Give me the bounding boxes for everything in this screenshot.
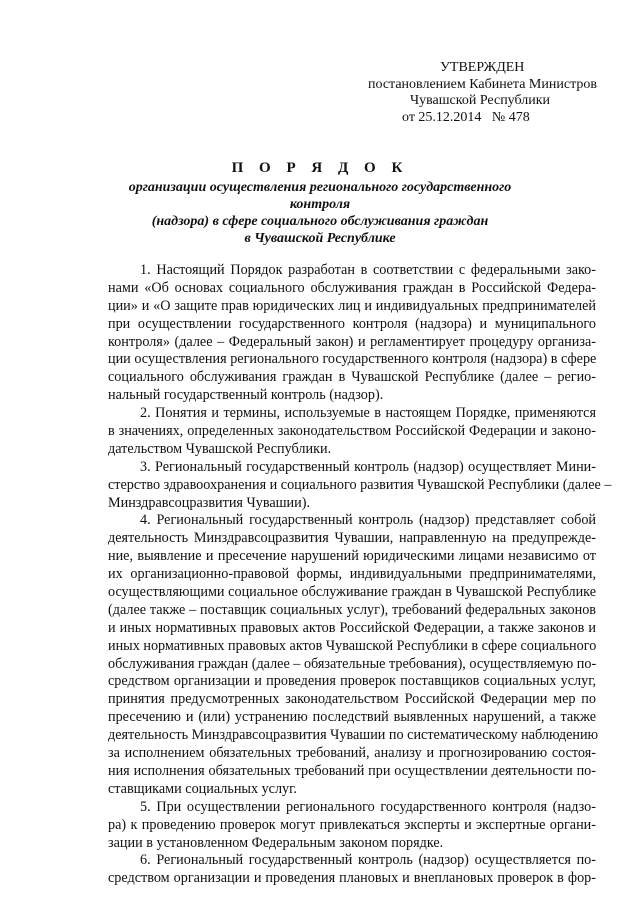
body-text-line: ние, выявление и пресечение нарушений юридическими лицами независимо от <box>108 548 596 565</box>
body-text-line: за исполнением обязательных требований, анализу и прогнозированию состоя- <box>108 745 596 762</box>
body-text-line: ставщиками социальных услуг. <box>108 780 297 797</box>
approval-line: постановлением Кабинета Министров <box>368 76 597 92</box>
body-text-line: пресечению и (или) устранению последствий выявленных нарушений, а также <box>108 709 596 726</box>
body-text-line: нальный государственный контроль (надзор). <box>108 387 384 404</box>
body-text-line: 5. При осуществлении регионального государственного контроля (надзо- <box>140 798 596 815</box>
body-text-line: принятия предусмотренных законодательством Российской Федерации мер по <box>108 691 596 708</box>
body-text-line: иных нормативных правовых актов Чувашской Республики в сфере социального <box>108 637 597 654</box>
body-text-line: и иных нормативных правовых актов Российской Федерации, а также законов и <box>108 619 596 636</box>
body-text-line: 6. Региональный государственный контроль (надзор) осуществляется по- <box>140 852 596 869</box>
body-text-line: средством организации и проведения проверок поставщиков социальных услуг, <box>108 673 596 690</box>
body-text-line: средством организации и проведения плановых и внеплановых проверок в фор- <box>108 870 596 887</box>
body-text-line: контроля» (далее – Федеральный закон) и регламентирует процедуру организа- <box>108 333 596 350</box>
body-text-line: 4. Региональный государственный контроль (надзор) представляет собой <box>140 512 596 529</box>
document-subtitle-line: (надзора) в сфере социального обслуживания граждан <box>151 214 489 229</box>
body-text-line: ния исполнения обязательных требований при осуществлении деятельности по- <box>108 762 596 779</box>
body-text-line: их организационно-правовой формы, индивидуальными предпринимателями, <box>108 566 596 583</box>
document-heading <box>110 160 530 247</box>
body-text-line: Минздравсоцразвития Чувашии). <box>108 494 311 511</box>
approval-stamp <box>368 60 618 126</box>
approval-line: от 25.12.2014 № 478 <box>402 109 530 125</box>
body-text-line: 3. Региональный государственный контроль (надзор) осуществляет Мини- <box>140 458 596 475</box>
body-text-line: социального обслуживания граждан в Чувашской Республике (далее – регио- <box>108 369 596 386</box>
body-text-line: зации в установленном Федеральным законом порядке. <box>108 834 444 851</box>
body-text-line: ра) к проведению проверок могут привлекаться эксперты и экспертные органи- <box>108 816 596 833</box>
body-text-line: обслуживания граждан (далее – обязательные требования), осуществляемую по- <box>108 655 597 672</box>
document-subtitle-line: организации осуществления регионального государственного контроля <box>128 180 512 212</box>
body-text-line: (далее также – поставщик социальных услуг), требований федеральных законов <box>108 601 596 618</box>
document-body <box>108 262 612 888</box>
approval-line: Чувашской Республики <box>410 93 551 108</box>
body-text-line: 2. Понятия и термины, используемые в настоящем Порядке, применяются <box>140 405 596 422</box>
body-text-line: 1. Настоящий Порядок разработан в соответствии с федеральными зако- <box>140 262 596 278</box>
body-text-line: деятельность Минздравсоцразвития Чувашии по систематическому наблюдению <box>108 727 599 744</box>
body-text-line: дательством Чувашской Республики. <box>108 440 332 457</box>
body-text-line: деятельность Минздравсоцразвития Чувашии, направленную на предупрежде- <box>108 530 596 547</box>
body-text-line: стерство здравоохранения и социального развития Чувашской Республики (далее – <box>108 476 612 493</box>
document-subtitle-line: в Чувашской Республике <box>244 231 396 246</box>
body-text-line: ции осуществления регионального государственного контроля (надзора) в сфере <box>108 351 597 368</box>
document-title: П О Р Я Д О К <box>231 160 409 176</box>
body-text-line: нами «Об основах социального обслуживания граждан в Российской Федера- <box>108 279 596 296</box>
body-text-line: ции» и «О защите прав юридических лиц и индивидуальных предпринимателей <box>108 297 596 314</box>
body-text-line: при осуществлении государственного контроля (надзора) и муниципального <box>108 315 596 332</box>
body-text-line: осуществляющими социальное обслуживание граждан в Чувашской Республике <box>108 584 596 601</box>
body-text-line: в значениях, определенных законодательством Российской Федерации и законо- <box>108 423 596 440</box>
approval-title: УТВЕРЖДЕН <box>440 60 525 75</box>
